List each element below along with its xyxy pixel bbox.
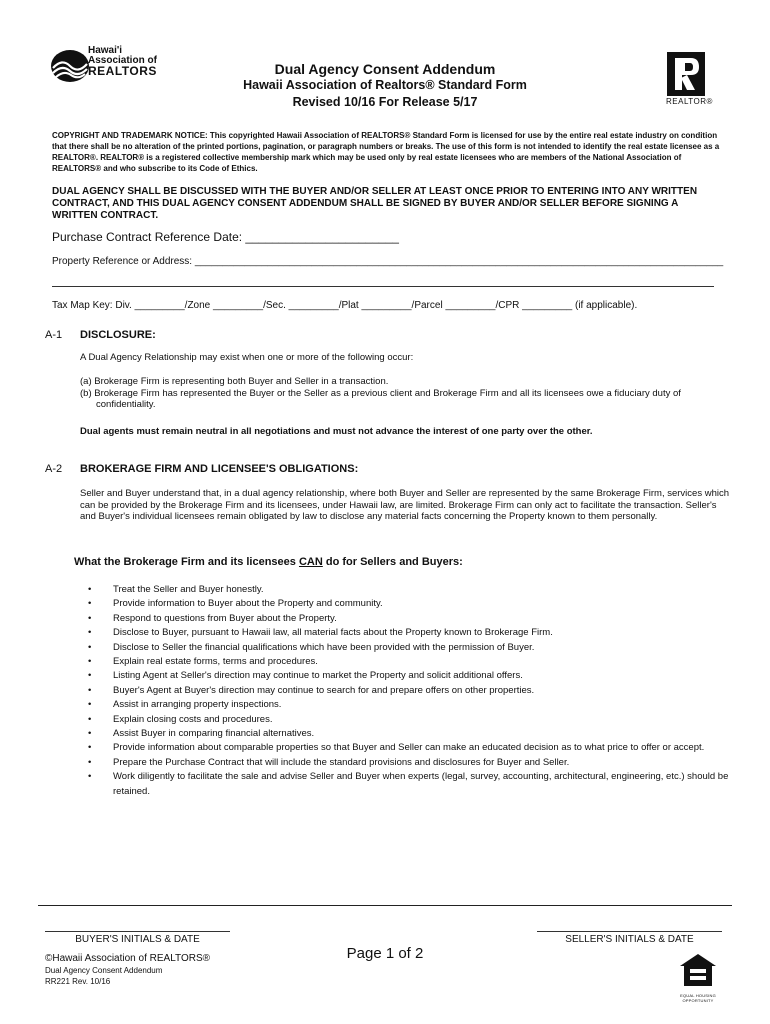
can-heading-emph: CAN — [298, 556, 323, 568]
section-a1-number: A-1 — [45, 329, 63, 341]
list-item: • Prepare the Purchase Contract that will include the standard provisions and disclosures for Buyer and Seller. — [80, 756, 730, 770]
form-title: Dual Agency Consent Addendum — [274, 61, 496, 77]
purchase-contract-date-field[interactable]: Purchase Contract Reference Date: _______________________ — [52, 230, 399, 244]
list-item: • Assist in arranging property inspections. — [80, 698, 730, 712]
a1-item-b: (b) Brokerage Firm has represented the Buyer or the Seller as a previous client and Brokerage Firm and all its licensees owe a fiduciary duty of — [80, 388, 681, 399]
form-revision: Revised 10/16 For Release 5/17 — [292, 95, 478, 109]
a1-item-b-cont: confidentiality. — [96, 399, 156, 410]
seller-initials-label: SELLER'S INITIALS & DATE — [565, 934, 694, 945]
a1-item-a: (a) Brokerage Firm is representing both Buyer and Seller in a transaction. — [80, 376, 389, 387]
equal-housing-text: EQUAL HOUSING OPPORTUNITY — [680, 993, 716, 1003]
list-item: • Assist Buyer in comparing financial alternatives. — [80, 727, 730, 741]
seller-initials-line[interactable] — [537, 931, 722, 932]
a1-neutral-statement: Dual agents must remain neutral in all negotiations and must not advance the interest of one party over the other. — [80, 426, 593, 437]
a1-intro: A Dual Agency Relationship may exist when one or more of the following occur: — [80, 352, 414, 363]
list-item: • Provide information to Buyer about the Property and community. — [80, 597, 730, 611]
logo-line3: REALTORS — [88, 64, 157, 78]
section-a1-heading: DISCLOSURE: — [80, 329, 156, 341]
section-a2-number: A-2 — [45, 463, 63, 475]
list-item: • Provide information about comparable properties so that Buyer and Seller can make an educated decision as to what price to offer or accept. — [80, 741, 730, 755]
list-item: • Explain closing costs and procedures. — [80, 713, 730, 727]
list-item: • Work diligently to facilitate the sale and advise Seller and Buyer when experts (legal, survey, accounting, architectural, engineering, etc.) should be retained. — [80, 770, 730, 799]
can-do-heading — [74, 556, 463, 568]
logo-line2: Association of — [88, 55, 157, 66]
can-heading-post: do for Sellers and Buyers: — [322, 556, 463, 568]
property-reference-field[interactable]: Property Reference or Address: _______________________________________________________________________________________________ — [52, 256, 724, 267]
list-item: • Disclose to Seller the financial qualifications which have been provided with the permission of Buyer. — [80, 641, 730, 655]
copyright-notice: COPYRIGHT AND TRADEMARK NOTICE: This copyrighted Hawaii Association of REALTORS® Standard Form is licensed for use by the entire real estate industry on condition that there shall be no alteration of the printed portions, pagination, or paragraph numbers or breaks. The use of this form is not intended to identify the real estate licensee as a REALTOR®. REALTOR® is a registered collective membership mark which may be used only by real estate licensees who are members of the National Association of REALTORS® and who subscribe to its Code of Ethics. — [52, 131, 720, 173]
footer-form-name: Dual Agency Consent Addendum — [45, 966, 163, 975]
a2-paragraph: Seller and Buyer understand that, in a dual agency relationship, where both Buyer and Seller are represented by the same Brokerage Firm, services which can be provided by the Brokerage Firm and its licensees, under Hawaii law, are limited. Brokerage Firm can only act to facilitate the transaction. Seller's and Buyer's individual licensees remain obligated by law to disclose any material facts concerning the Property known to them personally. — [80, 488, 729, 523]
equal-housing-logo — [678, 952, 718, 1003]
list-item: • Buyer's Agent at Buyer's direction may continue to search for and prepare offers on other properties. — [80, 684, 730, 698]
footer-form-rev: RR221 Rev. 10/16 — [45, 977, 111, 986]
realtor-mark-label: REALTOR® — [666, 97, 713, 106]
list-item: • Listing Agent at Seller's direction may continue to market the Property and solicit additional offers. — [80, 669, 730, 683]
list-item: • Disclose to Buyer, pursuant to Hawaii law, all material facts about the Property known to Brokerage Firm. — [80, 626, 730, 640]
section-a2-heading: BROKERAGE FIRM AND LICENSEE'S OBLIGATIONS: — [80, 463, 359, 475]
buyer-initials-line[interactable] — [45, 931, 230, 932]
can-heading-pre: What the Brokerage Firm and its licensees — [74, 556, 299, 568]
logo-line1: Hawai'i — [88, 45, 123, 56]
footer-copyright: ©Hawaii Association of REALTORS® — [45, 953, 210, 964]
list-item: • Explain real estate forms, terms and procedures. — [80, 655, 730, 669]
list-item: • Treat the Seller and Buyer honestly. — [80, 583, 730, 597]
realtor-r-icon — [667, 52, 705, 96]
dual-agency-notice: DUAL AGENCY SHALL BE DISCUSSED WITH THE BUYER AND/OR SELLER AT LEAST ONCE PRIOR TO ENTERING INTO ANY WRITTEN CONTRACT, AND THIS DUAL AGENCY CONSENT ADDENDUM SHALL BE SIGNED BY BUYER AND/OR SELLER BEFORE SIGNING A WRITTEN CONTRACT. — [52, 186, 698, 221]
tax-map-key-field[interactable]: Tax Map Key: Div. _________/Zone _________/Sec. _________/Plat _________/Parcel _________/CPR _________ (if applicable). — [52, 300, 638, 311]
can-do-list — [80, 583, 730, 799]
buyer-initials-label: BUYER'S INITIALS & DATE — [75, 934, 200, 945]
list-item: • Respond to questions from Buyer about the Property. — [80, 612, 730, 626]
equal-housing-icon — [678, 952, 718, 988]
form-subtitle: Hawaii Association of Realtors® Standard Form — [243, 78, 527, 92]
footer-divider — [38, 905, 732, 906]
page-number: Page 1 of 2 — [346, 945, 424, 962]
property-reference-line2[interactable] — [52, 272, 714, 287]
